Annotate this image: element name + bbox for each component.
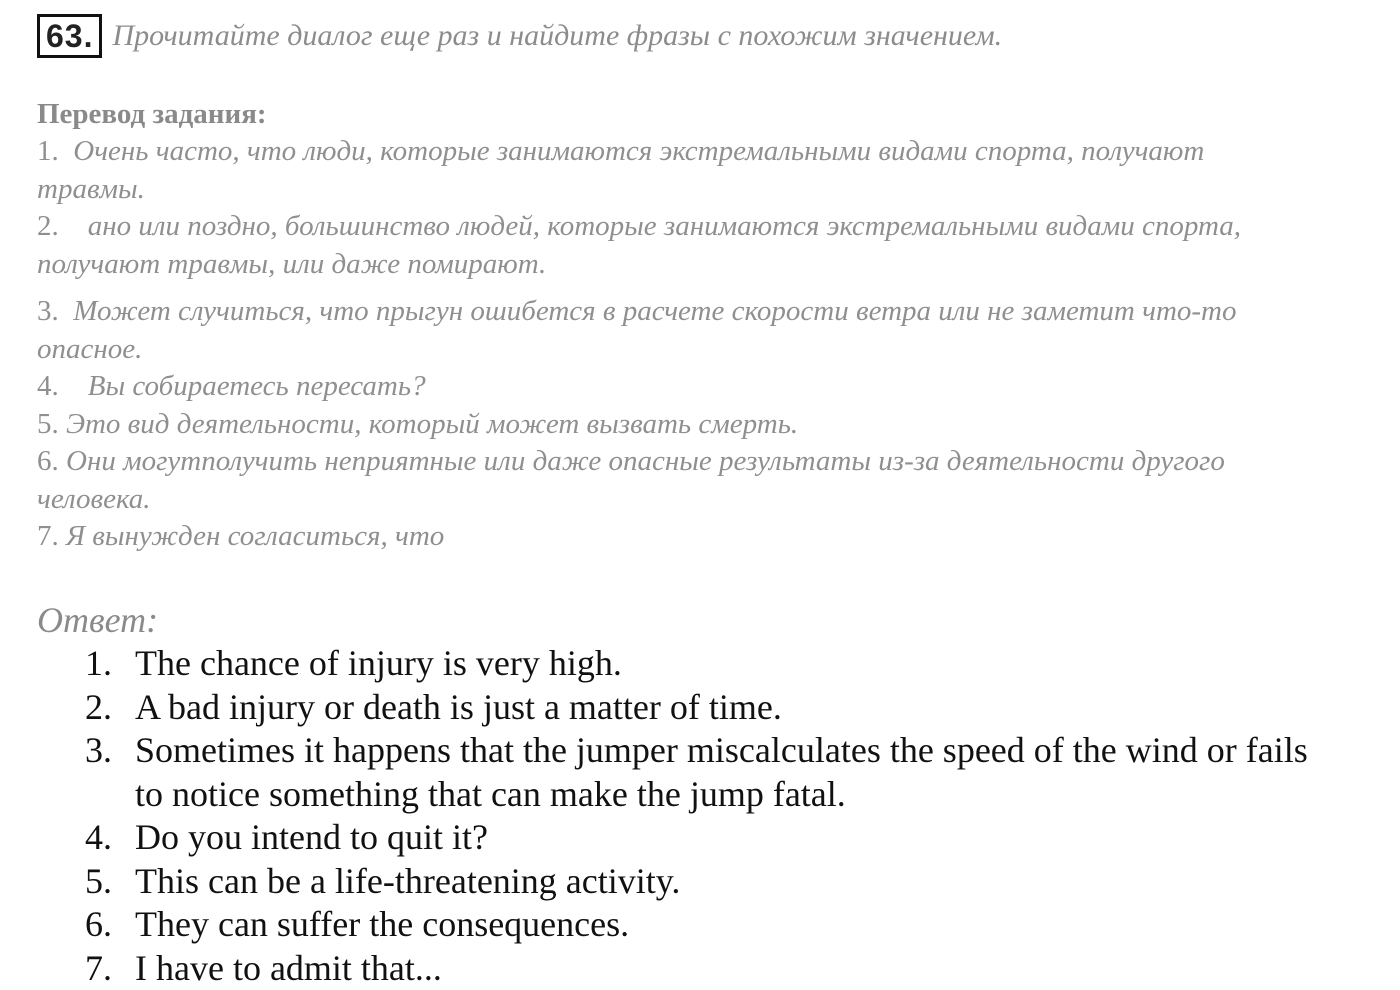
answer-item-text: This can be a life-threatening activity. (135, 860, 1310, 904)
translation-item-number: 7. (37, 520, 59, 552)
translation-item-number: 1. (37, 135, 59, 167)
answer-item-text: I have to admit that... (135, 947, 1310, 990)
task-instruction: Прочитайте диалог еще раз и найдите фразы с похожим значением. (112, 19, 1002, 53)
task-number-box: 63. (37, 14, 102, 58)
translation-item-1 (37, 133, 1297, 208)
answer-item-number: 5. (85, 860, 135, 904)
task-header (37, 14, 1002, 58)
translation-item-number: 3. (37, 295, 59, 327)
translation-item-7 (37, 518, 1297, 556)
translation-item-2 (37, 208, 1297, 283)
translation-item-3 (37, 293, 1297, 368)
answer-item-6 (37, 903, 1357, 947)
translation-item-text: Они могутполучить неприятные или даже опасные результаты из-за деятельности другого человека. (37, 445, 1225, 515)
answer-item-number: 3. (85, 729, 135, 773)
answer-item-number: 4. (85, 816, 135, 860)
answer-item-7 (37, 947, 1357, 990)
answer-item-text: The chance of injury is very high. (135, 642, 1310, 686)
translation-item-number: 4. (37, 370, 59, 402)
translation-item-number: 6. (37, 445, 59, 477)
translation-item-text: Я вынужден согласиться, что (66, 520, 444, 552)
answer-section (37, 600, 1357, 990)
answer-item-text: Do you intend to quit it? (135, 816, 1310, 860)
answer-item-number: 6. (85, 903, 135, 947)
translation-item-6 (37, 443, 1297, 518)
translation-item-text: Очень часто, что люди, которые занимаются экстремальными видами спорта, получают травмы. (37, 135, 1204, 205)
translation-item-text: ано или поздно, большинство людей, которые занимаются экстремальными видами спорта, получают травмы, или даже помирают. (37, 210, 1241, 280)
answer-item-4 (37, 816, 1357, 860)
answer-label: Ответ: (37, 600, 1357, 640)
translation-item-5 (37, 406, 1297, 444)
translation-item-4 (37, 368, 1297, 406)
translation-item-text: Вы собираетесь пересать? (88, 370, 426, 402)
answer-item-1 (37, 642, 1357, 686)
translation-item-text: Это вид деятельности, который может вызвать смерть. (66, 408, 798, 440)
answer-item-5 (37, 860, 1357, 904)
answer-item-text: A bad injury or death is just a matter of time. (135, 686, 1310, 730)
translation-item-text: Может случиться, что прыгун ошибется в расчете скорости ветра или не заметит что-то опасное. (37, 295, 1237, 365)
answer-item-number: 2. (85, 686, 135, 730)
translation-item-number: 2. (37, 210, 59, 242)
translation-item-number: 5. (37, 408, 59, 440)
answer-item-text: Sometimes it happens that the jumper miscalculates the speed of the wind or fails to notice something that can make the jump fatal. (135, 729, 1310, 816)
translation-section (37, 96, 1297, 556)
answer-item-3 (37, 729, 1357, 816)
translation-heading: Перевод задания: (37, 96, 1297, 133)
answer-list (37, 642, 1357, 990)
answer-item-text: They can suffer the consequences. (135, 903, 1310, 947)
answer-item-number: 1. (85, 642, 135, 686)
answer-item-number: 7. (85, 947, 135, 990)
answer-item-2 (37, 686, 1357, 730)
